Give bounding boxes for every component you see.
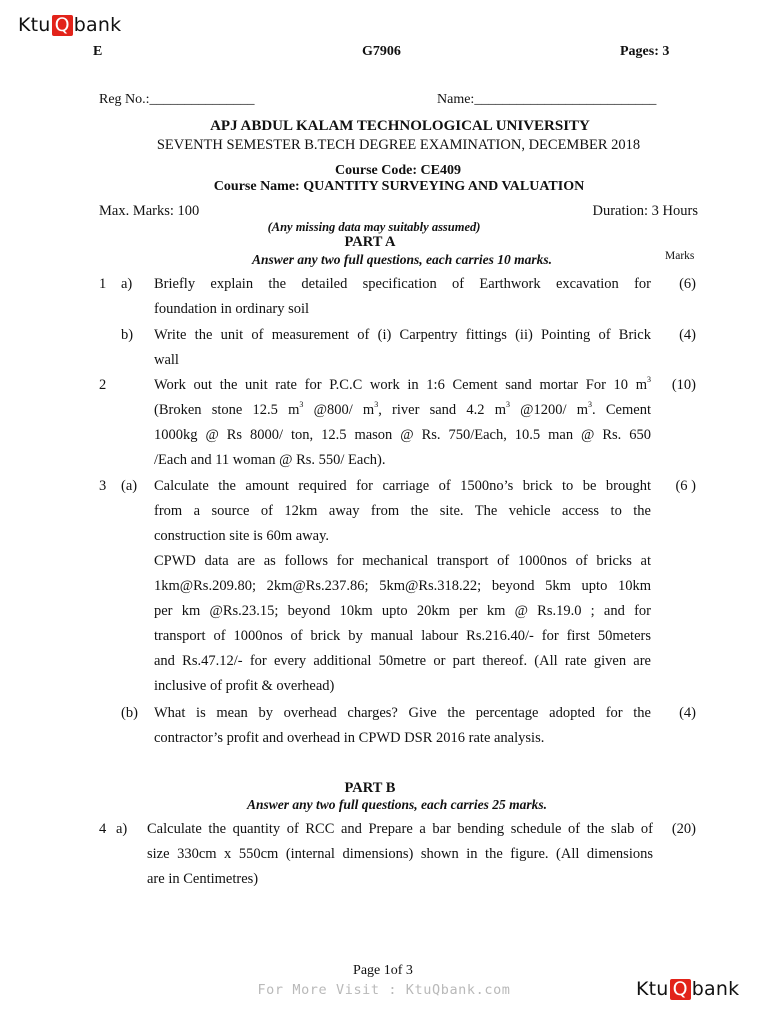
question-number: 3: [99, 478, 107, 494]
question-number: 1: [99, 276, 107, 292]
university-title: APJ ABDUL KALAM TECHNOLOGICAL UNIVERSITY: [210, 118, 590, 134]
question-marks: (6): [679, 276, 696, 292]
question-text-line: are in Centimetres): [147, 871, 259, 887]
question-number: 4: [99, 821, 107, 837]
question-text-line: per km @Rs.23.15; beyond 10km upto 20km per km @ Rs.19.0 ; and for: [154, 603, 651, 619]
question-marks: (20): [671, 821, 696, 837]
logo-q-box: Q: [52, 15, 73, 36]
logo-text-bank: bank: [691, 978, 740, 1000]
page-count: Pages: 3: [620, 44, 670, 59]
missing-data-note: (Any missing data may suitably assumed): [267, 220, 481, 234]
question-text-line: size 330cm x 550cm (internal dimensions) shown in the figure. (All dimensions: [147, 846, 653, 862]
text-segment: @1200/ m: [509, 402, 589, 418]
superscript: 3: [647, 375, 651, 384]
superscript: 3: [505, 400, 510, 409]
page-number: Page 1of 3: [353, 963, 413, 978]
ktuqbank-logo-top: [18, 14, 121, 36]
question-set: E: [93, 44, 103, 59]
question-text-line: 1000kg @ Rs 8000/ ton, 12.5 mason @ Rs. 750/Each, 10.5 man @ Rs. 650: [154, 427, 651, 443]
exam-title: SEVENTH SEMESTER B.TECH DEGREE EXAMINATION, DECEMBER 2018: [156, 137, 641, 153]
part-b-instruction: Answer any two full questions, each carries 25 marks.: [246, 797, 548, 812]
course-name: Course Name: QUANTITY SURVEYING AND VALUATION: [213, 179, 585, 194]
paper-code: G7906: [362, 44, 401, 59]
subquestion-label: a): [116, 821, 128, 837]
question-text-line: [154, 402, 651, 419]
question-text-line: and Rs.47.12/- for every additional 50metre or part thereof. (All rate given are: [154, 653, 651, 669]
question-text-line: /Each and 11 woman @ Rs. 550/ Each).: [154, 452, 386, 468]
part-b-title: PART B: [344, 780, 396, 796]
subquestion-label: (b): [121, 705, 138, 721]
text-segment: , river sand 4.2 m: [378, 402, 506, 418]
part-a-title: PART A: [344, 234, 396, 250]
superscript: 3: [588, 400, 593, 409]
course-code: Course Code: CE409: [335, 163, 461, 178]
text-segment: Work out the unit rate for P.C.C work in 1:6 Cement sand mortar For 10 m: [154, 377, 647, 393]
question-marks: (10): [671, 377, 696, 393]
logo-text-bank: bank: [73, 14, 122, 36]
question-text-line: What is mean by overhead charges? Give the percentage adopted for the: [154, 705, 651, 721]
question-text-line: [154, 377, 651, 394]
reg-no-field: Reg No.:_______________: [99, 92, 255, 107]
question-text-line: from a source of 12km away from the site. The vehicle access to the: [154, 503, 651, 519]
question-text-line: Briefly explain the detailed specification of Earthwork excavation for: [154, 276, 651, 292]
logo-text-ktu: Ktu: [636, 978, 669, 1000]
question-number: 2: [99, 377, 107, 393]
part-a-instruction: Answer any two full questions, each carries 10 marks.: [251, 252, 553, 267]
marks-column-header: Marks: [665, 250, 695, 262]
max-marks: Max. Marks: 100: [99, 203, 200, 219]
visit-link-text[interactable]: For More Visit : KtuQbank.com: [257, 982, 511, 998]
superscript: 3: [374, 400, 379, 409]
question-text-line: inclusive of profit & overhead): [154, 678, 335, 694]
question-text-line: construction site is 60m away.: [154, 528, 330, 544]
ktuqbank-logo-bottom: [636, 978, 739, 1000]
logo-text-ktu: Ktu: [18, 14, 51, 36]
question-marks: (4): [679, 327, 696, 343]
question-text-line: transport of 1000nos of brick by manual labour Rs.216.40/- for first 50meters: [154, 628, 651, 644]
subquestion-label: b): [121, 327, 134, 343]
subquestion-label: (a): [121, 478, 138, 494]
question-marks: (6 ): [675, 478, 696, 494]
question-text-line: contractor’s profit and overhead in CPWD DSR 2016 rate analysis.: [154, 730, 545, 746]
question-text-line: wall: [154, 352, 179, 368]
question-text-line: 1km@Rs.209.80; 2km@Rs.237.86; 5km@Rs.318.22; beyond 5km upto 10km: [154, 578, 651, 594]
question-text-line: Write the unit of measurement of (i) Carpentry fittings (ii) Pointing of Brick: [154, 327, 651, 343]
logo-q-box: Q: [670, 979, 691, 1000]
text-segment: . Cement: [592, 402, 651, 418]
duration: Duration: 3 Hours: [592, 203, 698, 219]
question-text-line: Calculate the quantity of RCC and Prepare a bar bending schedule of the slab of: [147, 821, 653, 837]
text-segment: (Broken stone 12.5 m: [154, 402, 300, 418]
question-text-line: foundation in ordinary soil: [154, 301, 310, 317]
question-marks: (4): [679, 705, 696, 721]
text-segment: @800/ m: [303, 402, 375, 418]
name-field: Name:__________________________: [437, 92, 657, 107]
question-text-line: CPWD data are as follows for mechanical transport of 1000nos of bricks at: [154, 553, 651, 569]
subquestion-label: a): [121, 276, 133, 292]
question-text-line: Calculate the amount required for carriage of 1500no’s brick to be brought: [154, 478, 651, 494]
superscript: 3: [299, 400, 304, 409]
